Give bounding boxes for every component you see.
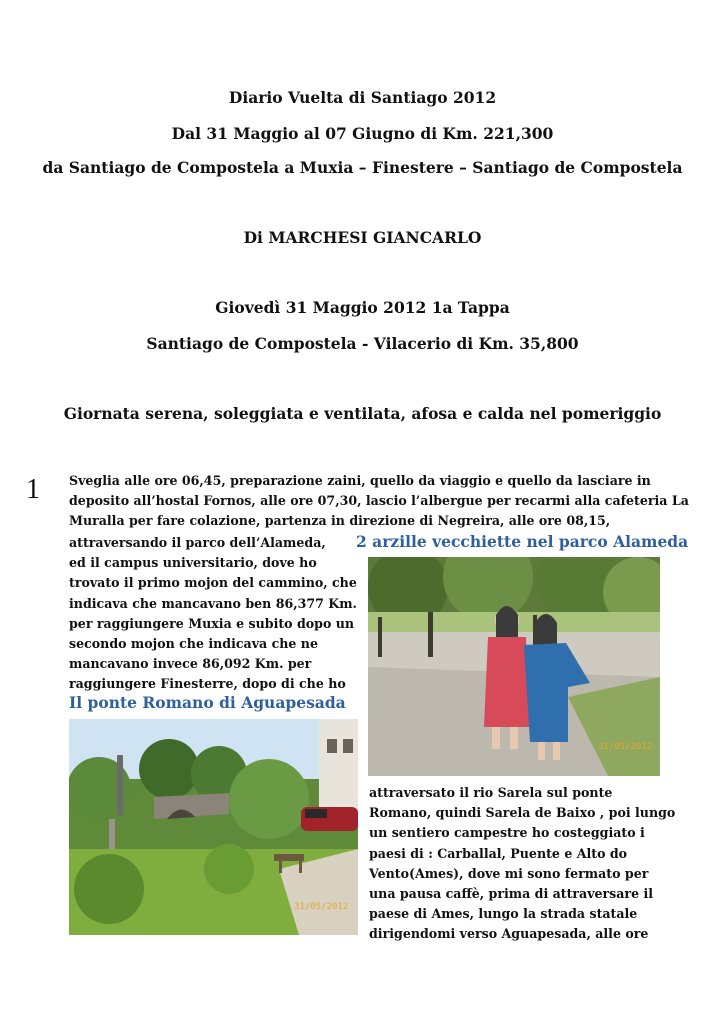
text-line: Muralla per fare colazione, partenza in direzione di Negreira, alle ore 08,15, xyxy=(69,513,611,529)
text-line: un sentiero campestre ho costeggiato i xyxy=(369,825,645,841)
page-number: 1 xyxy=(26,474,40,505)
text-line: trovato il primo mojon del cammino, che xyxy=(69,575,357,591)
document-title: Diario Vuelta di Santiago 2012 xyxy=(228,88,497,107)
stage-route: Santiago de Compostela - Vilacerio di Km. 35,800 xyxy=(146,334,579,353)
caption-park-photo: 2 arzille vecchiette nel parco Alameda xyxy=(356,532,689,551)
text-line: paese di Ames, lungo la strada statale xyxy=(369,906,638,922)
paragraph-full xyxy=(69,471,689,532)
text-line: attraversato il rio Sarela sul ponte xyxy=(369,785,613,800)
text-line: raggiungere Finesterre, dopo di che ho xyxy=(69,676,346,692)
paragraph-right-column xyxy=(369,783,675,945)
text-line: deposito all’hostal Fornos, alle ore 07,30, lascio l’albergue per recarmi alla cafeteria La xyxy=(69,493,689,509)
text-line: secondo mojon che indicava che ne xyxy=(69,636,318,652)
text-line: indicava che mancavano ben 86,377 Km. xyxy=(69,595,357,611)
text-line: una pausa caffè, prima di attraversare il xyxy=(369,886,654,902)
text-line: Vento(Ames), dove mi sono fermato per xyxy=(369,865,649,881)
trip-route: da Santiago de Compostela a Muxia – Finestere – Santiago de Compostela xyxy=(42,158,683,177)
text-line: attraversando il parco dell’Alameda, xyxy=(69,535,326,550)
stage-date: Giovedì 31 Maggio 2012 1a Tappa xyxy=(215,298,510,317)
text-line: mancavano invece 86,092 Km. per xyxy=(69,656,312,672)
roman-bridge-photo xyxy=(69,719,358,935)
park-statues-photo xyxy=(368,557,660,776)
bridge-photo-datestamp: 31/05/2012 xyxy=(294,902,349,912)
text-line: ed il campus universitario, dove ho xyxy=(69,555,317,571)
text-line: per raggiungere Muxia e subito dopo un xyxy=(69,615,355,631)
author-line: Di MARCHESI GIANCARLO xyxy=(243,228,482,247)
text-line: Romano, quindi Sarela de Baixo , poi lungo xyxy=(369,805,676,821)
text-line: paesi di : Carballal, Puente e Alto do xyxy=(369,845,628,861)
trip-dates: Dal 31 Maggio al 07 Giugno di Km. 221,300 xyxy=(171,124,554,143)
text-line: Sveglia alle ore 06,45, preparazione zaini, quello da viaggio e quello da lasciare in xyxy=(69,473,651,488)
paragraph-left-column xyxy=(69,533,357,695)
caption-bridge-photo: Il ponte Romano di Aguapesada xyxy=(69,693,346,712)
park-photo-datestamp: 31/05/2012 xyxy=(598,742,653,752)
weather-line: Giornata serena, soleggiata e ventilata, afosa e calda nel pomeriggio xyxy=(63,404,662,423)
text-line: dirigendomi verso Aguapesada, alle ore xyxy=(369,926,649,942)
